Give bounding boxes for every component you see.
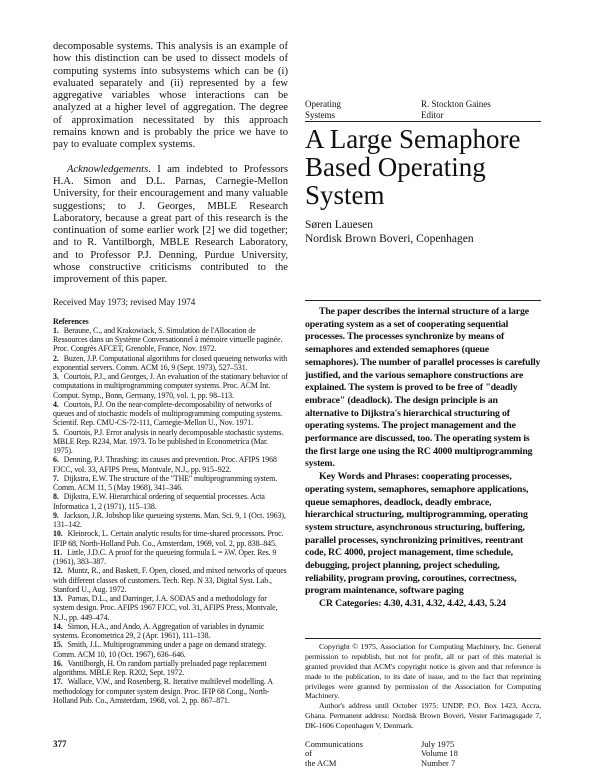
reference-item [53,372,288,400]
reference-list [53,326,288,705]
section-line: Operating [305,99,341,109]
title-line: System [305,180,385,210]
reference-text: Muntz, R., and Baskett, F. Open, closed, and mixed networks of queues with different classes of customers. Tech. Rep. N 33, Digital Syst. Lab., Stanford U., Aug. 1972. [53,566,287,594]
reference-text: Vantilborgh, H. On random partially preloaded page replacement algorithms. MBLE Rep. R202, Sept. 1972. [53,658,267,678]
reference-text: Smith, J.L. Multiprogramming under a page on demand strategy. Comm. ACM 10, 10 (Oct. 1967), 636–646. [53,640,267,659]
author-name: Søren Lauesen [305,219,374,231]
copyright-text: Copyright © 1975, Association for Computing Machinery, Inc. General permission to republish, but not for profit, all or part of this material is granted provided that ACM's copyright notice is given and that reference is made to the publication, to its date of issue, and to the fact that reprinting privileges were granted by permission of the Association for Computing Machinery. [305,642,541,701]
author-affiliation: Nordisk Brown Boveri, Copenhagen [305,232,474,245]
reference-text: Beraune, C., and Krakowiack, S. Simulation de l'Allocation de Ressources dans un Système Conversationnel à mémoire virtuelle paginée. Proc. Congrès AFCET, Grenoble, France, Nov. 1972. [53,325,283,354]
reference-item [53,474,288,493]
reference-item [53,529,288,548]
editor-label [421,99,491,121]
section-line: Systems [305,110,336,120]
left-column [53,0,288,776]
reference-text: Buzen, J.P. Computational algorithms for closed queueing networks with exponential servers. Comm. ACM 16, 9 (Sept. 1973), 527–531. [53,353,288,372]
reference-text: Courtois, P.J. On the near-complete-decomposability of networks of queues and of stochastic models of multiprogramming computing systems. Scientif. Rep. CMU-CS-72-111, Carnegie-Mellon U., Nov. 1971. [53,399,283,428]
header-rule [305,121,541,122]
reference-item [53,428,288,456]
received-date: Received May 1973; revised May 1974 [53,296,196,307]
reference-number: 12. [53,566,63,576]
reference-number: 3. [53,372,59,382]
reference-number: 15. [53,640,63,650]
reference-item [53,511,288,530]
issue-date: July 1975 [421,738,455,749]
reference-item [53,326,288,354]
reference-text: Dijkstra, E.W. Hierarchical ordering of sequential processes. Acta Informatica 1, 2 (1971), 115–138. [53,492,265,511]
editor-role: Editor [421,110,444,120]
intro-text: decomposable systems. This analysis is an example of how this distinction can be used to dissect models of computing systems into subsystems which can be (i) evaluated separately and (ii) represented by a few aggregative variables whose interactions can be analyzed at a higher level of aggregation. The degree of approximation necessitated by this approach remains known and is probably the price we have to pay to evaluate complex systems. [53,41,288,151]
references [53,317,288,706]
ack-label: Acknowledgements. [67,163,151,175]
reference-item [53,677,288,705]
title-line: A Large Semaphore [305,124,521,154]
copyright-notice [305,638,541,730]
reference-text: Kleinrock, L. Certain analytic results for time-shared processors. Proc. IFIP 68, North-Holland Pub. Co., Amsterdam, 1969, vol. 2, pp. 838–845. [53,529,284,548]
right-column [305,0,541,776]
footer [305,740,541,769]
reference-text: Courtois, P.J. Error analysis in nearly decomposable stochastic systems. MBLE Rep. R234, Mar. 1973. To be published in Econometrica (Mar. 1975). [53,427,284,456]
reference-item [53,659,288,678]
reference-text: Parnas, D.L., and Darringer, J.A. SODAS and a methodology for system design. Proc. AFIPS 1967 FJCC, vol. 31, AFIPS Press, Montvale, N.J., pp. 449–474. [53,594,278,622]
section-label [305,99,421,121]
reference-number: 7. [53,473,59,483]
journal-line: of [305,748,313,758]
reference-number: 4. [53,399,59,409]
reference-text: Courtois, P.J., and Georges, J. An evaluation of the stationary behavior of computations in multiprogramming computer systems. Proc. ACM Int. Comput. Symp., Bonn, Germany, 1970, vol. 1, pp. 98–113. [53,372,288,400]
reference-number: 16. [53,658,63,668]
issue-number: Number 7 [421,757,456,768]
reference-item [53,640,288,659]
section-header [305,99,541,121]
reference-text: Little, J.D.C. A proof for the queueing formula L = λW. Oper. Res. 9 (1961), 383–387. [53,547,277,567]
reference-number: 13. [53,594,63,604]
author-block [305,219,541,246]
reference-number: 8. [53,492,59,502]
issue-info [421,740,458,769]
acknowledgements [53,164,288,287]
reference-text: Wallace, V.W., and Rosenberg, R. Iterative multilevel modelling. A methodology for computer system design. Proc. IFIP 68 Cong., North-Holland Pub. Co., Amsterdam, 1968, vol. 2, pp. 867–871. [53,677,273,705]
reference-item [53,566,288,594]
editor-name: R. Stockton Gaines [421,99,491,109]
reference-number: 10. [53,529,63,539]
title-line: Based Operating [305,152,486,182]
bottom-block [305,626,541,768]
journal-line: the ACM [305,757,337,768]
reference-number: 2. [53,353,59,363]
reference-number: 11. [53,547,63,557]
reference-number: 6. [53,455,59,465]
issue-volume: Volume 18 [421,748,458,758]
abstract [305,300,541,611]
reference-number: 5. [53,427,59,437]
reference-item [53,548,288,567]
reference-item [53,400,288,428]
abstract-text: The paper describes the internal structure of a large operating system as a set of cooperating sequential processes. The processes synchronize by means of semaphores and extended semaphores (queue semaphores). The number of parallel processes is carefully justified, and the various semaphore constructions are explained. The system is proved to be free of "deadly embrace" (deadlock). The design principle is an alternative to Dijkstra's hierarchical structuring of operating systems. The project management and the performance are discussed, too. The operating system is the first large one using the RC 4000 multiprogramming system. [305,306,541,470]
reference-text: Simon, H.A., and Ando, A. Aggregation of variables in dynamic systems. Econometrica 29, 2 (Apr. 1961), 111–138. [53,621,265,641]
cr-categories: CR Categories: 4.30, 4.31, 4.32, 4.42, 4.43, 5.24 [319,598,506,610]
ack-text: I am indebted to Professors H.A. Simon and D.L. Parnas, Carnegie-Mellon University, for their encouragement and many valuable suggestions; to J. Georges, MBLE Research Laboratory, because a great part of this research is the continuation of some earlier work [2] we did together; and to R. Vantilborgh, MBLE Research Laboratory, and to Professor P.J. Denning, Purdue University, whose constructive criticisms contributed to the improvement of this paper. [53,163,288,286]
reference-text: Jackson, J.R. Jobshop like queueing systems. Man. Sci. 9, 1 (Oct. 1963), 131–142. [53,510,286,530]
reference-item [53,492,288,511]
keywords: Key Words and Phrases: cooperating processes, operating system, semaphores, semaphore applications, queue semaphores, deadlock, deadly embrace, hierarchical structuring, multiprogramming, operating system structure, asynchronous structuring, buffering, parallel processes, synchronizing primitives, reentrant code, RC 4000, project management, time schedule, debugging, project planning, project scheduling, reliability, program proving, coroutines, correctness, program maintenance, software paging [305,471,529,597]
journal-name [305,740,421,769]
reference-item [53,455,288,474]
reference-number: 1. [53,325,59,335]
paper-title [305,125,541,209]
author-address: Author's address until October 1975: UNDP, P.O. Box 1423, Accra, Ghana. Permanent address: Nordisk Brown Boveri, Vester Farimagsgade 7, DK-1606 Copenhagen V, Denmark. [305,701,541,730]
reference-text: Denning, P.J. Thrashing: its causes and prevention. Proc. AFIPS 1968 FJCC, vol. 33, AFIPS Press, Montvale, N.J., pp. 915–922. [53,455,277,474]
reference-item [53,354,288,373]
reference-number: 14. [53,621,63,631]
intro-paragraph [53,41,288,152]
reference-text: Dijkstra, E.W. The structure of the "THE" multiprogramming system. Comm. ACM 11, 5 (May 1968), 341–346. [53,473,278,493]
references-heading: References [53,316,89,326]
reference-number: 9. [53,510,59,520]
reference-number: 17. [53,677,63,687]
page-number: 377 [53,739,67,749]
reference-item [53,622,288,641]
journal-line: Communications [305,738,364,749]
reference-item [53,594,288,622]
